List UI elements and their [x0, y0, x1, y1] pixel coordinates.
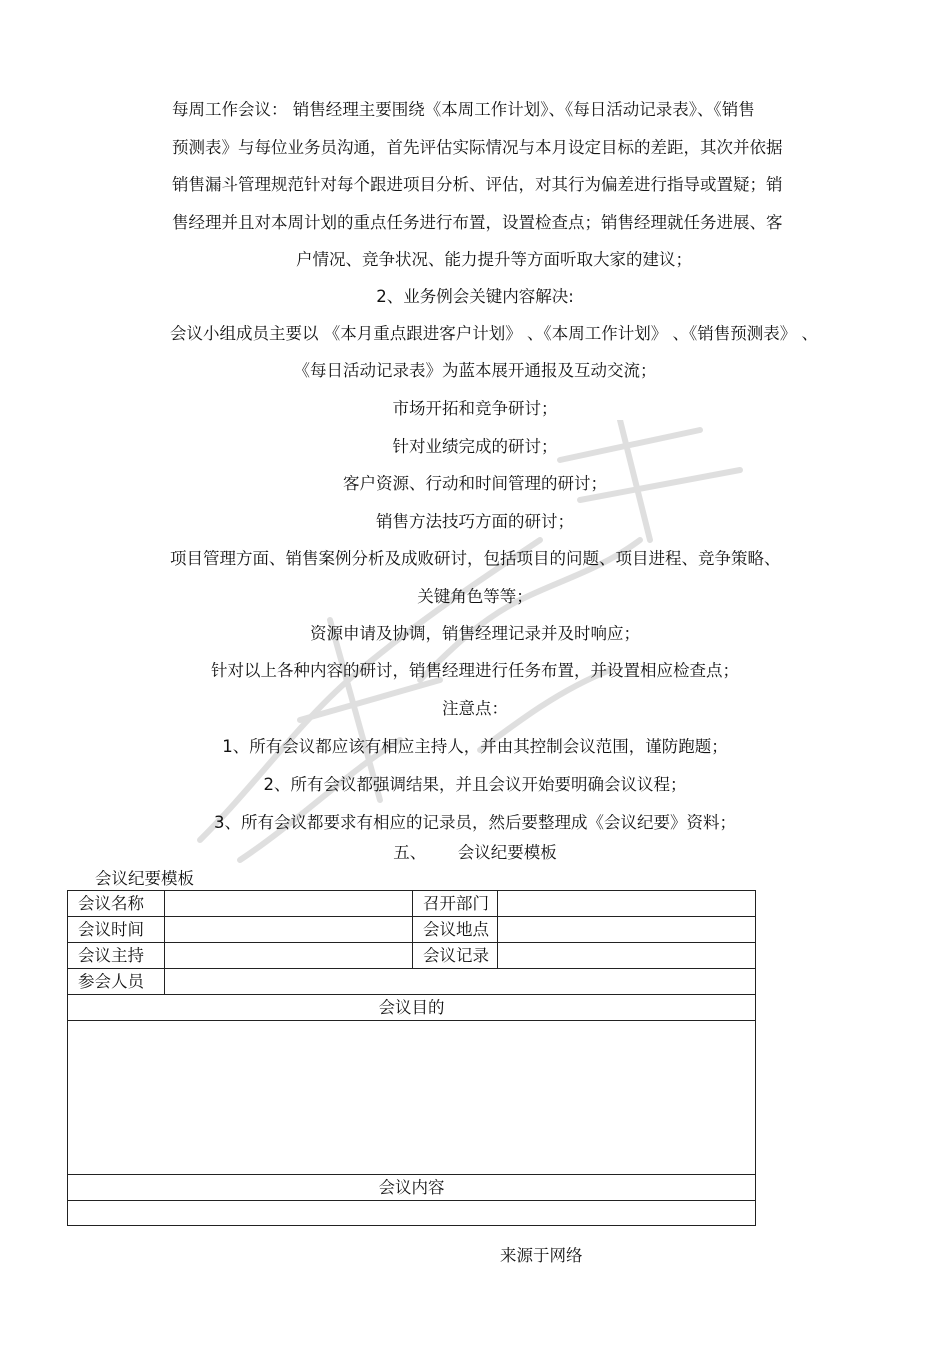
note-item: 3、所有会议都要求有相应的记录员，然后要整理成《会议纪要》资料； [214, 813, 736, 832]
meeting-place-field[interactable] [498, 917, 756, 943]
meeting-place-label: 会议地点 [413, 917, 498, 943]
meeting-host-label: 会议主持 [68, 943, 165, 969]
table-row [68, 969, 756, 995]
meeting-minutes-table [67, 890, 756, 1226]
meeting-name-field[interactable] [165, 891, 413, 917]
table-row [68, 995, 756, 1021]
paragraph-line: 资源申请及协调，销售经理记录并及时响应； [310, 624, 640, 643]
paragraph-line: 销售方法技巧方面的研讨； [376, 512, 574, 531]
paragraph-line: 户情况、竞争状况、能力提升等方面听取大家的建议； [296, 250, 692, 269]
attendees-label: 参会人员 [68, 969, 165, 995]
paragraph-line: 《每日活动记录表》为蓝本展开通报及互动交流； [293, 361, 657, 380]
source-note: 来源于网络 [500, 1246, 583, 1265]
paragraph-line: 客户资源、行动和时间管理的研讨； [343, 474, 607, 493]
paragraph-line: 销售漏斗管理规范针对每个跟进项目分析、评估，对其行为偏差进行指导或置疑；销 [172, 175, 783, 194]
attendees-field[interactable] [165, 969, 756, 995]
meeting-recorder-field[interactable] [498, 943, 756, 969]
section-2-title: 2、业务例会关键内容解决: [376, 287, 574, 306]
department-field[interactable] [498, 891, 756, 917]
template-label: 会议纪要模板 [95, 869, 194, 888]
paragraph-line: 关键角色等等； [417, 587, 533, 606]
table-row [68, 1021, 756, 1175]
paragraph-line: 项目管理方面、销售案例分析及成败研讨，包括项目的问题、项目进程、竞争策略、 [170, 549, 781, 568]
meeting-name-label: 会议名称 [68, 891, 165, 917]
meeting-recorder-label: 会议记录 [413, 943, 498, 969]
table-row [68, 1201, 756, 1226]
paragraph-line: 每周工作会议： 销售经理主要围绕《本周工作计划》、《每日活动记录表》、《销售 [172, 100, 755, 119]
paragraph-line: 针对业绩完成的研讨； [392, 437, 558, 456]
note-item: 1、所有会议都应该有相应主持人，并由其控制会议范围，谨防跑题； [222, 737, 728, 756]
paragraph-line: 针对以上各种内容的研讨，销售经理进行任务布置，并设置相应检查点； [211, 661, 739, 680]
department-label: 召开部门 [413, 891, 498, 917]
table-row [68, 1175, 756, 1201]
notes-title: 注意点： [442, 699, 508, 718]
table-row [68, 917, 756, 943]
paragraph-line: 市场开拓和竞争研讨； [392, 399, 558, 418]
meeting-purpose-field[interactable] [68, 1021, 756, 1175]
paragraph-line: 会议小组成员主要以 《本月重点跟进客户计划》 、《本周工作计划》 、《销售预测表》 、 [170, 324, 818, 343]
section-5-title: 五、 会议纪要模板 [393, 843, 557, 862]
paragraph-line: 售经理并且对本周计划的重点任务进行布置，设置检查点；销售经理就任务进展、客 [172, 213, 783, 232]
meeting-content-field[interactable] [68, 1201, 756, 1226]
table-row [68, 943, 756, 969]
meeting-host-field[interactable] [165, 943, 413, 969]
table-row [68, 891, 756, 917]
meeting-time-field[interactable] [165, 917, 413, 943]
meeting-time-label: 会议时间 [68, 917, 165, 943]
meeting-purpose-header: 会议目的 [68, 995, 756, 1021]
note-item: 2、所有会议都强调结果，并且会议开始要明确会议议程； [263, 775, 687, 794]
paragraph-line: 预测表》与每位业务员沟通，首先评估实际情况与本月设定目标的差距，其次并依据 [172, 138, 783, 157]
meeting-content-header: 会议内容 [68, 1175, 756, 1201]
